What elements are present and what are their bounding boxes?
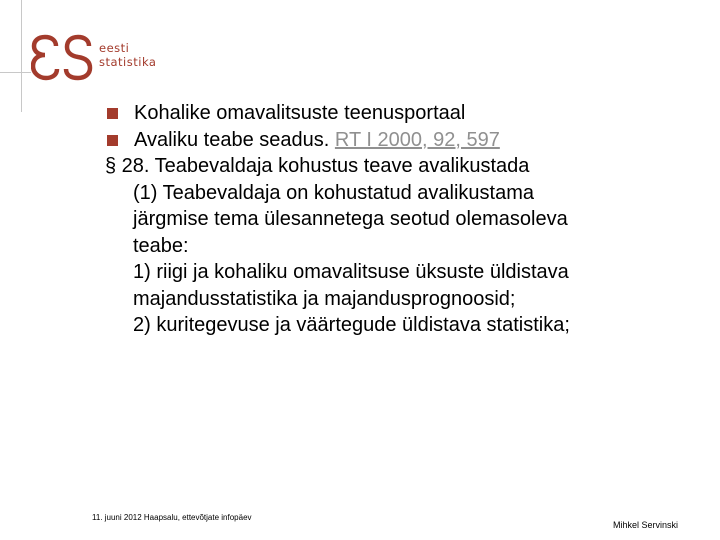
bullet-text: Avaliku teabe seadus.	[134, 128, 335, 151]
section-line: (1) Teabevaldaja on kohustatud avalikustama	[133, 181, 534, 204]
logo-line-1: eesti	[99, 41, 130, 55]
logo-line-2: statistika	[99, 55, 157, 69]
slide-content	[107, 100, 707, 339]
decorative-vertical-line	[21, 0, 22, 112]
bullet-square-icon	[107, 108, 118, 119]
statistics-estonia-logo	[31, 32, 191, 92]
section-line: järgmise tema ülesannetega seotud olemasoleva	[133, 208, 568, 230]
bullet-text: Kohalike omavalitsuste teenusportaal	[134, 102, 466, 124]
section-line: 1) riigi ja kohaliku omavalitsuse üksuste üldistava	[133, 261, 569, 283]
section-heading: § 28. Teabevaldaja kohustus teave avalikustada	[105, 155, 530, 177]
section-line: 2) kuritegevuse ja väärtegude üldistava statistika;	[133, 314, 570, 336]
logo-wordmark	[99, 41, 156, 69]
section-line: majandusstatistika ja majandusprognoosid;	[133, 287, 516, 310]
bullet-square-icon	[107, 135, 118, 146]
footer-author: Mihkel Servinski	[613, 520, 679, 530]
es-logo-mark-icon	[31, 32, 93, 90]
bullet-item-public-info-act	[107, 127, 707, 154]
footer-event-date: 11. juuni 2012 Haapsalu, ettevõtjate infopäev	[92, 513, 252, 522]
decorative-horizontal-line	[0, 72, 31, 73]
bullet-item-portal	[107, 100, 707, 127]
riigi-teataja-link[interactable]: RT I 2000, 92, 597	[334, 128, 500, 151]
section-line: teabe:	[133, 234, 189, 257]
